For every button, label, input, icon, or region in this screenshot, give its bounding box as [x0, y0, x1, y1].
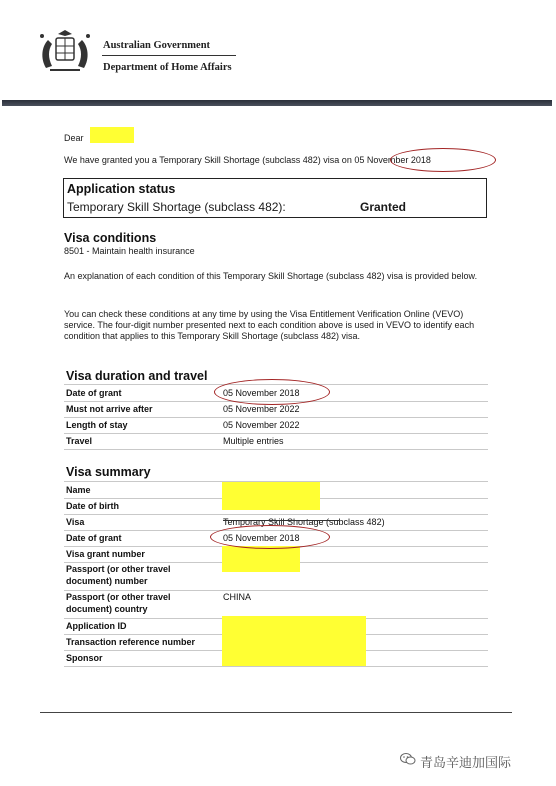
row-value: 05 November 2018 [223, 533, 300, 543]
row-value: 05 November 2018 [223, 388, 300, 398]
row-value: CHINA [223, 592, 252, 602]
table-row [64, 417, 488, 434]
redacted-name-dob [222, 482, 320, 510]
department-name: Department of Home Affairs [103, 62, 232, 73]
conditions-title: Visa conditions [64, 231, 157, 245]
header-bar [2, 100, 552, 106]
row-label: Date of birth [66, 501, 119, 511]
grant-sentence-date: 05 November 2018 [354, 155, 431, 165]
row-label: Visa [66, 517, 85, 527]
row-label: Length of stay [66, 420, 128, 430]
row-label: Name [66, 485, 91, 495]
redacted-name [90, 127, 134, 143]
row-label: Date of grant [66, 388, 122, 398]
coat-of-arms-icon [34, 28, 96, 76]
row-label: document) country [66, 604, 148, 614]
row-value: Multiple entries [223, 436, 284, 446]
application-status-box [63, 178, 487, 218]
watermark-text: 青岛辛迪加国际 [420, 755, 512, 770]
summary-title: Visa summary [66, 465, 151, 479]
annotation-oval [210, 525, 330, 549]
row-label: Must not arrive after [66, 404, 153, 414]
annotation-oval [390, 148, 496, 172]
row-label: document) number [66, 576, 148, 586]
government-name: Australian Government [103, 40, 211, 51]
row-value: Temporary Skill Shortage (subclass 482) [223, 517, 385, 527]
duration-title: Visa duration and travel [66, 369, 208, 383]
grant-sentence-text: We have granted you a Temporary Skill Shortage (subclass 482) visa on [64, 155, 352, 165]
row-label: Sponsor [66, 653, 103, 663]
header-divider [102, 55, 236, 56]
table-row [64, 590, 488, 619]
row-label: Date of grant [66, 533, 122, 543]
condition-item: 8501 - Maintain health insurance [64, 246, 195, 256]
status-title: Application status [67, 182, 176, 196]
grant-sentence [64, 155, 431, 166]
footer-divider [40, 712, 512, 713]
row-label: Passport (or other travel [66, 564, 171, 574]
strikethrough-line [223, 520, 339, 521]
row-value: 05 November 2022 [223, 420, 300, 430]
row-label: Transaction reference number [66, 637, 196, 647]
greeting-text: Dear [64, 133, 84, 143]
redacted-grant-number [222, 546, 300, 572]
row-label: Visa grant number [66, 549, 145, 559]
redacted-app-id-trn-sponsor [222, 616, 366, 666]
row-label: Passport (or other travel [66, 592, 171, 602]
status-visa: Temporary Skill Shortage (subclass 482): [67, 200, 286, 214]
row-value: 05 November 2022 [223, 404, 300, 414]
row-label: Application ID [66, 621, 127, 631]
table-row [64, 433, 488, 450]
annotation-oval [214, 379, 330, 405]
greeting [64, 133, 84, 144]
conditions-paragraph-2: You can check these conditions at any time by using the Visa Entitlement Verification Online (VEVO) service. The four-digit number presented next to each condition above is used in VEVO to identify each condition that applies to this Temporary Skill Shortage (subclass 482) visa. [64, 309, 475, 341]
status-value: Granted [360, 200, 407, 214]
row-label: Travel [66, 436, 93, 446]
wechat-icon [400, 752, 416, 766]
conditions-paragraph-1: An explanation of each condition of this Temporary Skill Shortage (subclass 482) visa is provided below. [64, 271, 478, 281]
